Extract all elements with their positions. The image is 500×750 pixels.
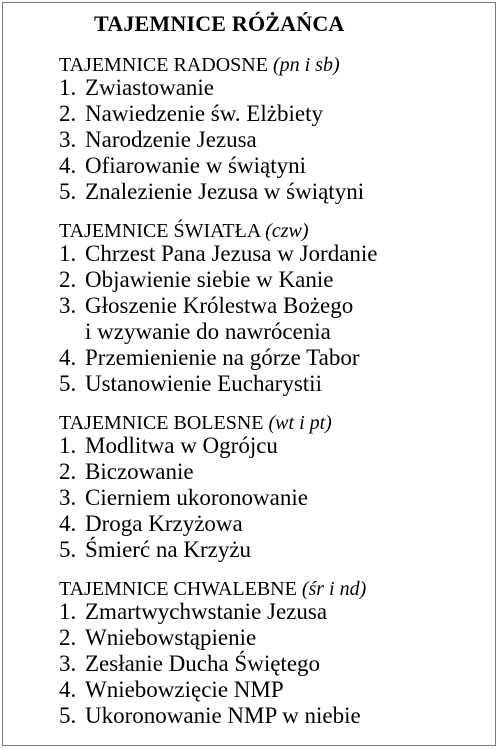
item-number: 1. — [59, 75, 77, 100]
list-item — [59, 101, 323, 127]
section-heading — [59, 53, 340, 77]
item-number: 3. — [59, 651, 77, 676]
item-number: 3. — [59, 127, 77, 152]
item-text: Biczowanie — [85, 459, 194, 484]
item-number: 2. — [59, 101, 77, 126]
item-number: 5. — [59, 703, 77, 728]
list-item — [59, 127, 257, 153]
item-text: Zwiastowanie — [85, 75, 215, 100]
document-page — [2, 2, 496, 746]
item-number: 5. — [59, 179, 77, 204]
list-item — [59, 625, 256, 651]
item-number: 5. — [59, 537, 77, 562]
section-days: (wt i pt) — [268, 412, 332, 434]
item-text: Narodzenie Jezusa — [85, 127, 257, 152]
item-text: Znalezienie Jezusa w świątyni — [85, 179, 365, 204]
section-title: TAJEMNICE ŚWIATŁA — [59, 220, 261, 242]
item-number: 1. — [59, 599, 77, 624]
item-number: 2. — [59, 459, 77, 484]
item-text: Ukoronowanie NMP w niebie — [85, 703, 361, 728]
item-text: i wzywanie do nawrócenia — [85, 319, 331, 344]
list-item — [59, 267, 333, 293]
item-text: Śmierć na Krzyżu — [85, 537, 252, 562]
list-item — [59, 511, 243, 537]
item-number: 1. — [59, 433, 77, 458]
list-item — [59, 153, 306, 179]
list-item — [59, 485, 308, 511]
item-number: 3. — [59, 293, 77, 318]
section-days: (śr i nd) — [301, 578, 367, 600]
section-days: (pn i sb) — [272, 54, 340, 76]
section-heading — [59, 577, 366, 601]
item-number: 4. — [59, 511, 77, 536]
section-title: TAJEMNICE CHWALEBNE — [59, 578, 297, 600]
item-text: Przemienienie na górze Tabor — [85, 345, 360, 370]
item-text: Droga Krzyżowa — [85, 511, 243, 536]
item-text: Zmartwychwstanie Jezusa — [85, 599, 328, 624]
section-title: TAJEMNICE RADOSNE — [59, 54, 268, 76]
list-item — [59, 345, 359, 371]
list-item — [59, 241, 378, 267]
item-text: Ustanowienie Eucharystii — [85, 371, 322, 396]
item-text: Modlitwa w Ogrójcu — [85, 433, 278, 458]
list-item — [59, 371, 322, 397]
item-number: 2. — [59, 625, 77, 650]
item-number: 5. — [59, 371, 77, 396]
list-item — [59, 433, 278, 459]
list-item — [59, 293, 353, 319]
item-text: Objawienie siebie w Kanie — [85, 267, 334, 292]
section-heading — [59, 411, 332, 435]
item-number: 3. — [59, 485, 77, 510]
item-text: Zesłanie Ducha Świętego — [85, 651, 321, 676]
item-text: Cierniem ukoronowanie — [85, 485, 308, 510]
list-item — [59, 651, 320, 677]
section-days: (czw) — [265, 220, 309, 242]
section-heading — [59, 219, 309, 243]
item-text: Nawiedzenie św. Elżbiety — [85, 101, 323, 126]
item-text: Wniebowstąpienie — [85, 625, 257, 650]
list-item — [59, 179, 364, 205]
list-item — [59, 677, 284, 703]
item-text: Ofiarowanie w świątyni — [85, 153, 306, 178]
list-item — [59, 537, 251, 563]
list-item — [59, 599, 327, 625]
list-item — [59, 459, 194, 485]
list-item-continuation — [59, 319, 331, 345]
section-title: TAJEMNICE BOLESNE — [59, 412, 264, 434]
document-title: TAJEMNICE RÓŻAŃCA — [94, 11, 345, 36]
item-number: 4. — [59, 345, 77, 370]
item-number: 2. — [59, 267, 77, 292]
list-item — [59, 703, 361, 729]
item-number: 1. — [59, 241, 77, 266]
item-number: 4. — [59, 677, 77, 702]
item-text: Chrzest Pana Jezusa w Jordanie — [85, 241, 378, 266]
list-item — [59, 75, 214, 101]
item-text: Wniebowzięcie NMP — [85, 677, 284, 702]
item-number: 4. — [59, 153, 77, 178]
item-text: Głoszenie Królestwa Bożego — [85, 293, 354, 318]
